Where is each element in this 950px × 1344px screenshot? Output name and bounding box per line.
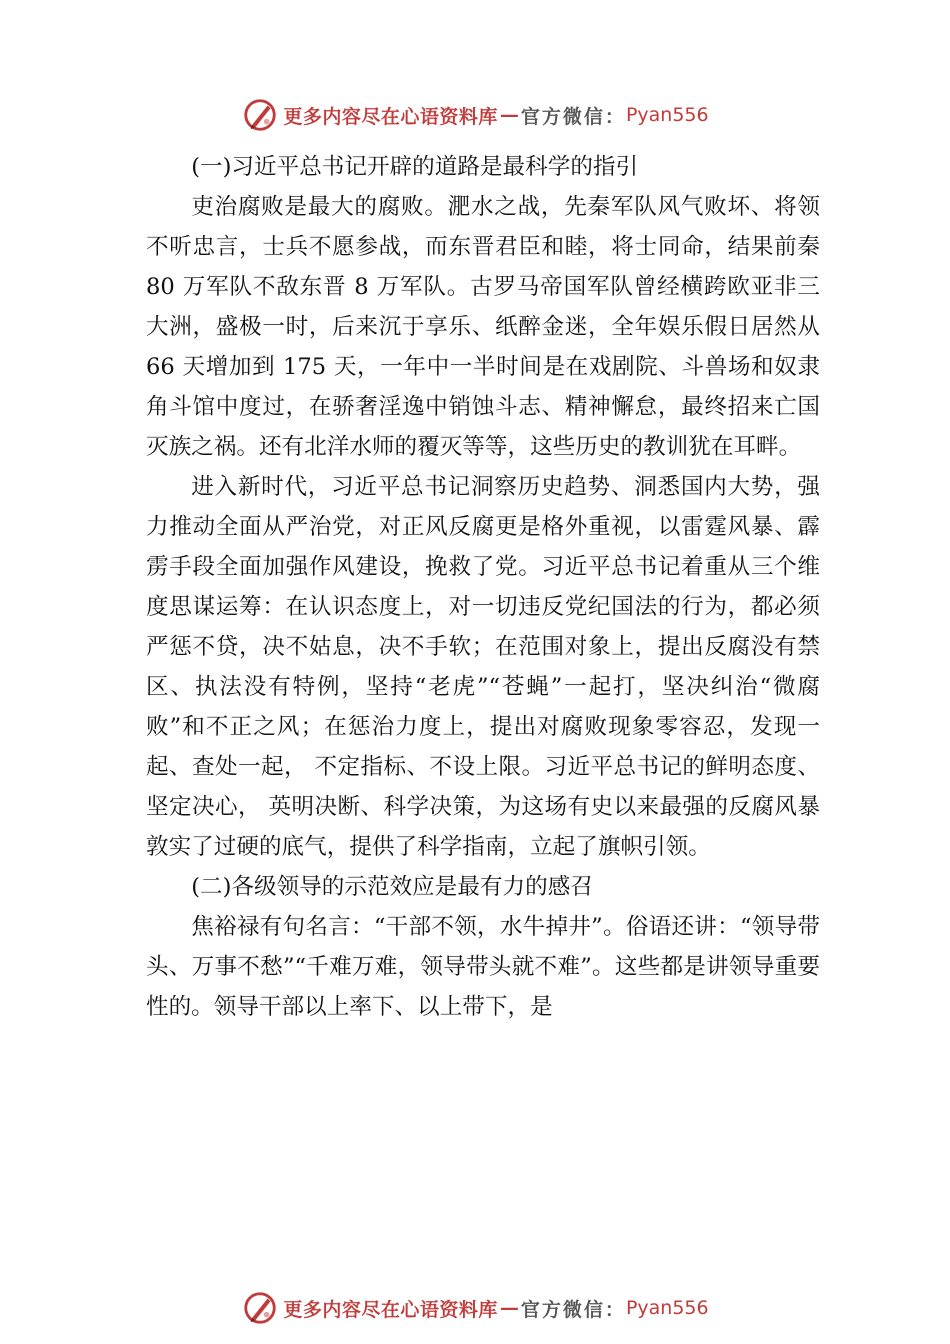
pen-nib-logo-icon — [241, 96, 279, 134]
footer-account-id: Pyan556 — [625, 1297, 709, 1319]
section-heading-2: (二)各级领导的示范效应是最有力的感召 — [191, 874, 593, 900]
header-main-text: 更多内容尽在心语资料库 — [283, 105, 498, 128]
footer-banner — [0, 1288, 950, 1328]
document-body — [146, 147, 820, 1027]
pen-nib-logo-icon — [241, 1289, 279, 1327]
footer-official-label: 官方微信： — [520, 1298, 626, 1321]
section-heading-1: (一)习近平总书记开辟的道路是最科学的指引 — [191, 154, 639, 180]
header-official-label: 官方微信： — [520, 105, 626, 128]
paragraph-3: 焦裕禄有句名言：“干部不领，水牛掉井”。俗语还讲：“领导带头、万事不愁”“千难万难，领导带头就不难”。这些都是讲领导重要性的。领导干部以上率下、以上带下，是 — [146, 914, 820, 1020]
paragraph-2: 进入新时代，习近平总书记洞察历史趋势、洞悉国内大势，强力推动全面从严治党，对正风反腐更是格外重视，以雷霆风暴、霹雳手段全面加强作风建设，挽救了党。习近平总书记着重从三个维度思谋运筹：在认识态度上，对一切违反党纪国法的行为，都必须严惩不贷，决不姑息，决不手软；在范围对象上，提出反腐没有禁区、执法没有特例，坚持“老虎”“苍蝇”一起打，坚决纠治“微腐败”和不正之风；在惩治力度上，提出对腐败现象零容忍，发现一起、查处一起， 不定指标、不设上限。习近平总书记的鲜明态度、坚定决心， 英明决断、科学决策，为这场有史以来最强的反腐风暴敦实了过硬的底气，提供了科学指南，立起了旗帜引领。 — [146, 474, 820, 860]
header-account-id: Pyan556 — [625, 104, 709, 126]
header-separator: — — [499, 104, 519, 126]
footer-main-text: 更多内容尽在心语资料库 — [283, 1298, 498, 1321]
footer-separator: — — [499, 1297, 519, 1319]
header-banner — [0, 95, 950, 135]
paragraph-1: 吏治腐败是最大的腐败。淝水之战，先秦军队风气败坏、将领不听忠言，士兵不愿参战，而东晋君臣和睦，将士同命，结果前秦 80 万军队不敌东晋 8 万军队。古罗马帝国军队曾经横跨欧亚非三大洲，盛极一时，后来沉于享乐、纸醉金迷，全年娱乐假日居然从 66 天增加到 175 天，一年中一半时间是在戏剧院、斗兽场和奴隶角斗馆中度过，在骄奢淫逸中销蚀斗志、精神懈怠，最终招来亡国灭族之祸。还有北洋水师的覆灭等等，这些历史的教训犹在耳畔。 — [146, 194, 820, 460]
